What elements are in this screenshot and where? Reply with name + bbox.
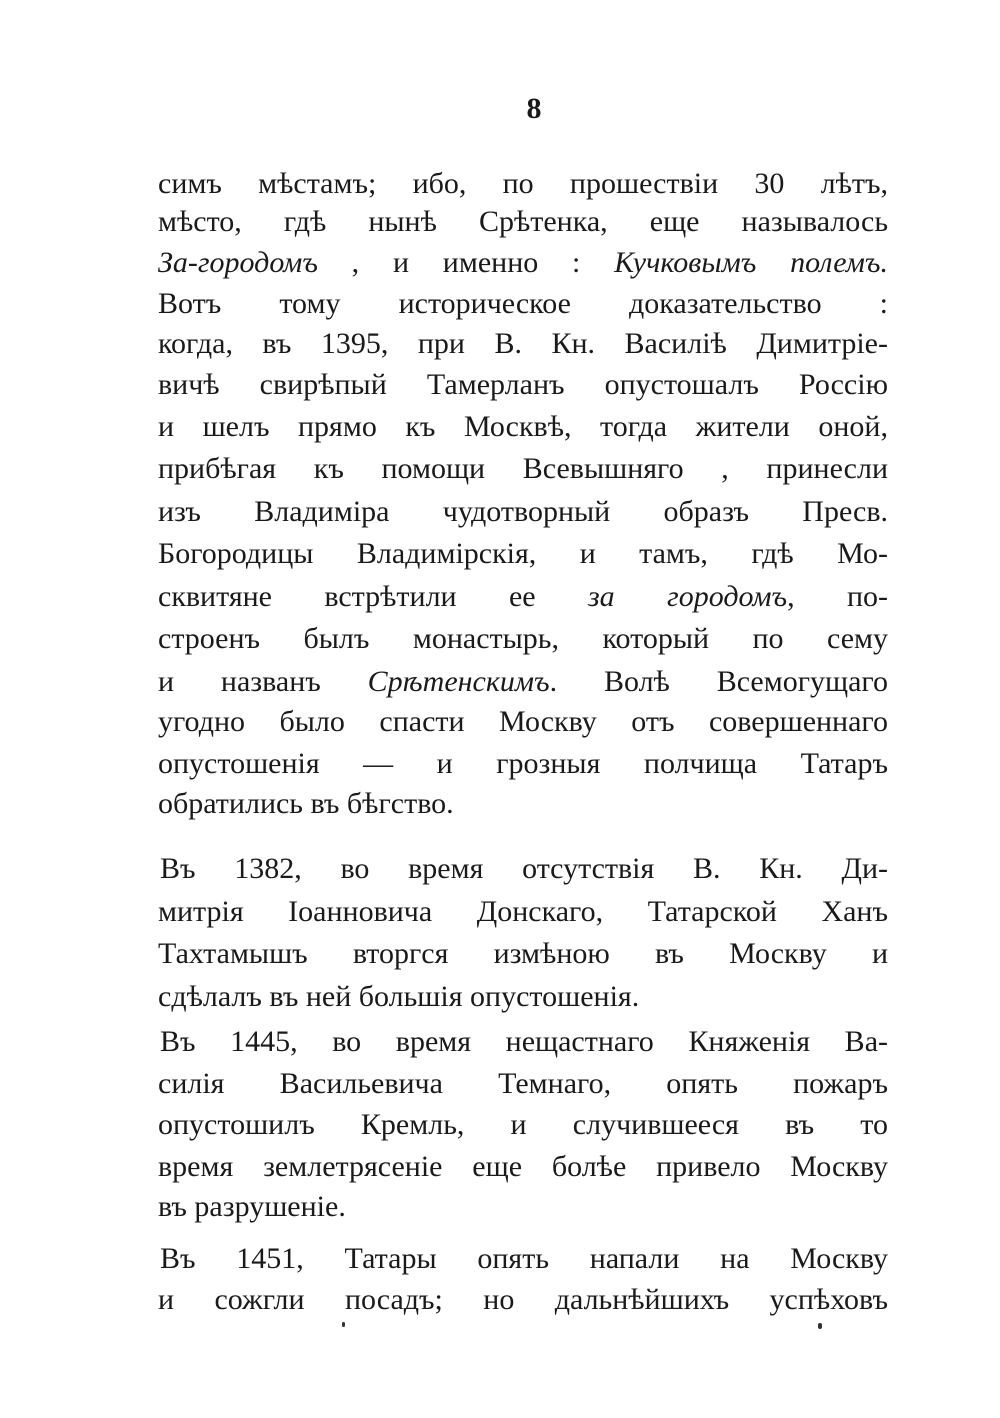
text-line: Вотъ тому историческое доказательство : [158, 287, 888, 320]
text-line: прибѣгая къ помощи Всевышняго , принесли [158, 452, 888, 485]
text-line: изъ Владиміра чудотворный образъ Пресв. [158, 495, 888, 528]
text-line: Въ 1451, Татары опять напали на Москву [160, 1242, 888, 1275]
text-line: въ разрушеніе. [158, 1190, 346, 1223]
text-line: сквитяне встрѣтили ее за городомъ, по- [158, 580, 888, 613]
text-line: и сожгли посадъ; но дальнѣйшихъ успѣховъ [158, 1283, 888, 1316]
text-line: обратились въ бѣгство. [158, 787, 454, 820]
italic-text: Срѣтенскимъ [367, 665, 550, 698]
text-line: силія Васильевича Темнаго, опять пожаръ [158, 1067, 888, 1100]
text-line: опустошилъ Кремль, и случившееся въ то [158, 1108, 888, 1141]
text-line: опустошенія — и грозныя полчища Татаръ [158, 747, 888, 780]
text-line: Въ 1382, во время отсутствія В. Кн. Ди- [160, 852, 888, 885]
ink-speck [818, 1323, 822, 1329]
italic-text: за городомъ [587, 580, 788, 613]
text-line: мѣсто, гдѣ нынѣ Срѣтенка, еще называлось [158, 205, 888, 238]
text-line: За-городомъ , и именно : Кучковымъ полемъ. [158, 246, 888, 279]
text-line: и шелъ прямо къ Москвѣ, тогда жители оной, [158, 410, 888, 443]
text-line: Въ 1445, во время нещастнаго Княженія Ва- [160, 1025, 888, 1058]
page-number: 8 [526, 92, 542, 125]
text-line: вичѣ свирѣпый Тамерланъ опустошалъ Россію [158, 368, 888, 401]
italic-text: Кучковымъ полемъ. [614, 246, 888, 279]
ink-speck [342, 1322, 345, 1327]
text-line: когда, въ 1395, при В. Кн. Василіѣ Димитріе- [158, 327, 888, 360]
text-line: время землетрясеніе еще болѣе привело Москву [158, 1150, 888, 1183]
text-line: Тахтамышъ вторгся измѣною въ Москву и [158, 937, 888, 970]
text-line: митрія Іоанновича Донскаго, Татарской Ханъ [158, 895, 888, 928]
text-line: сдѣлалъ въ ней большія опустошенія. [158, 980, 640, 1013]
text-line: Богородицы Владимірскія, и тамъ, гдѣ Мо- [158, 537, 888, 570]
italic-text: За-городомъ [158, 246, 318, 279]
text-line: симъ мѣстамъ; ибо, по прошествіи 30 лѣтъ, [158, 167, 888, 200]
text-line: строенъ былъ монастырь, который по сему [158, 622, 888, 655]
text-line: угодно было спасти Москву отъ совершеннаго [158, 705, 888, 738]
text-line: и названъ Срѣтенскимъ. Волѣ Всемогущаго [158, 665, 888, 698]
